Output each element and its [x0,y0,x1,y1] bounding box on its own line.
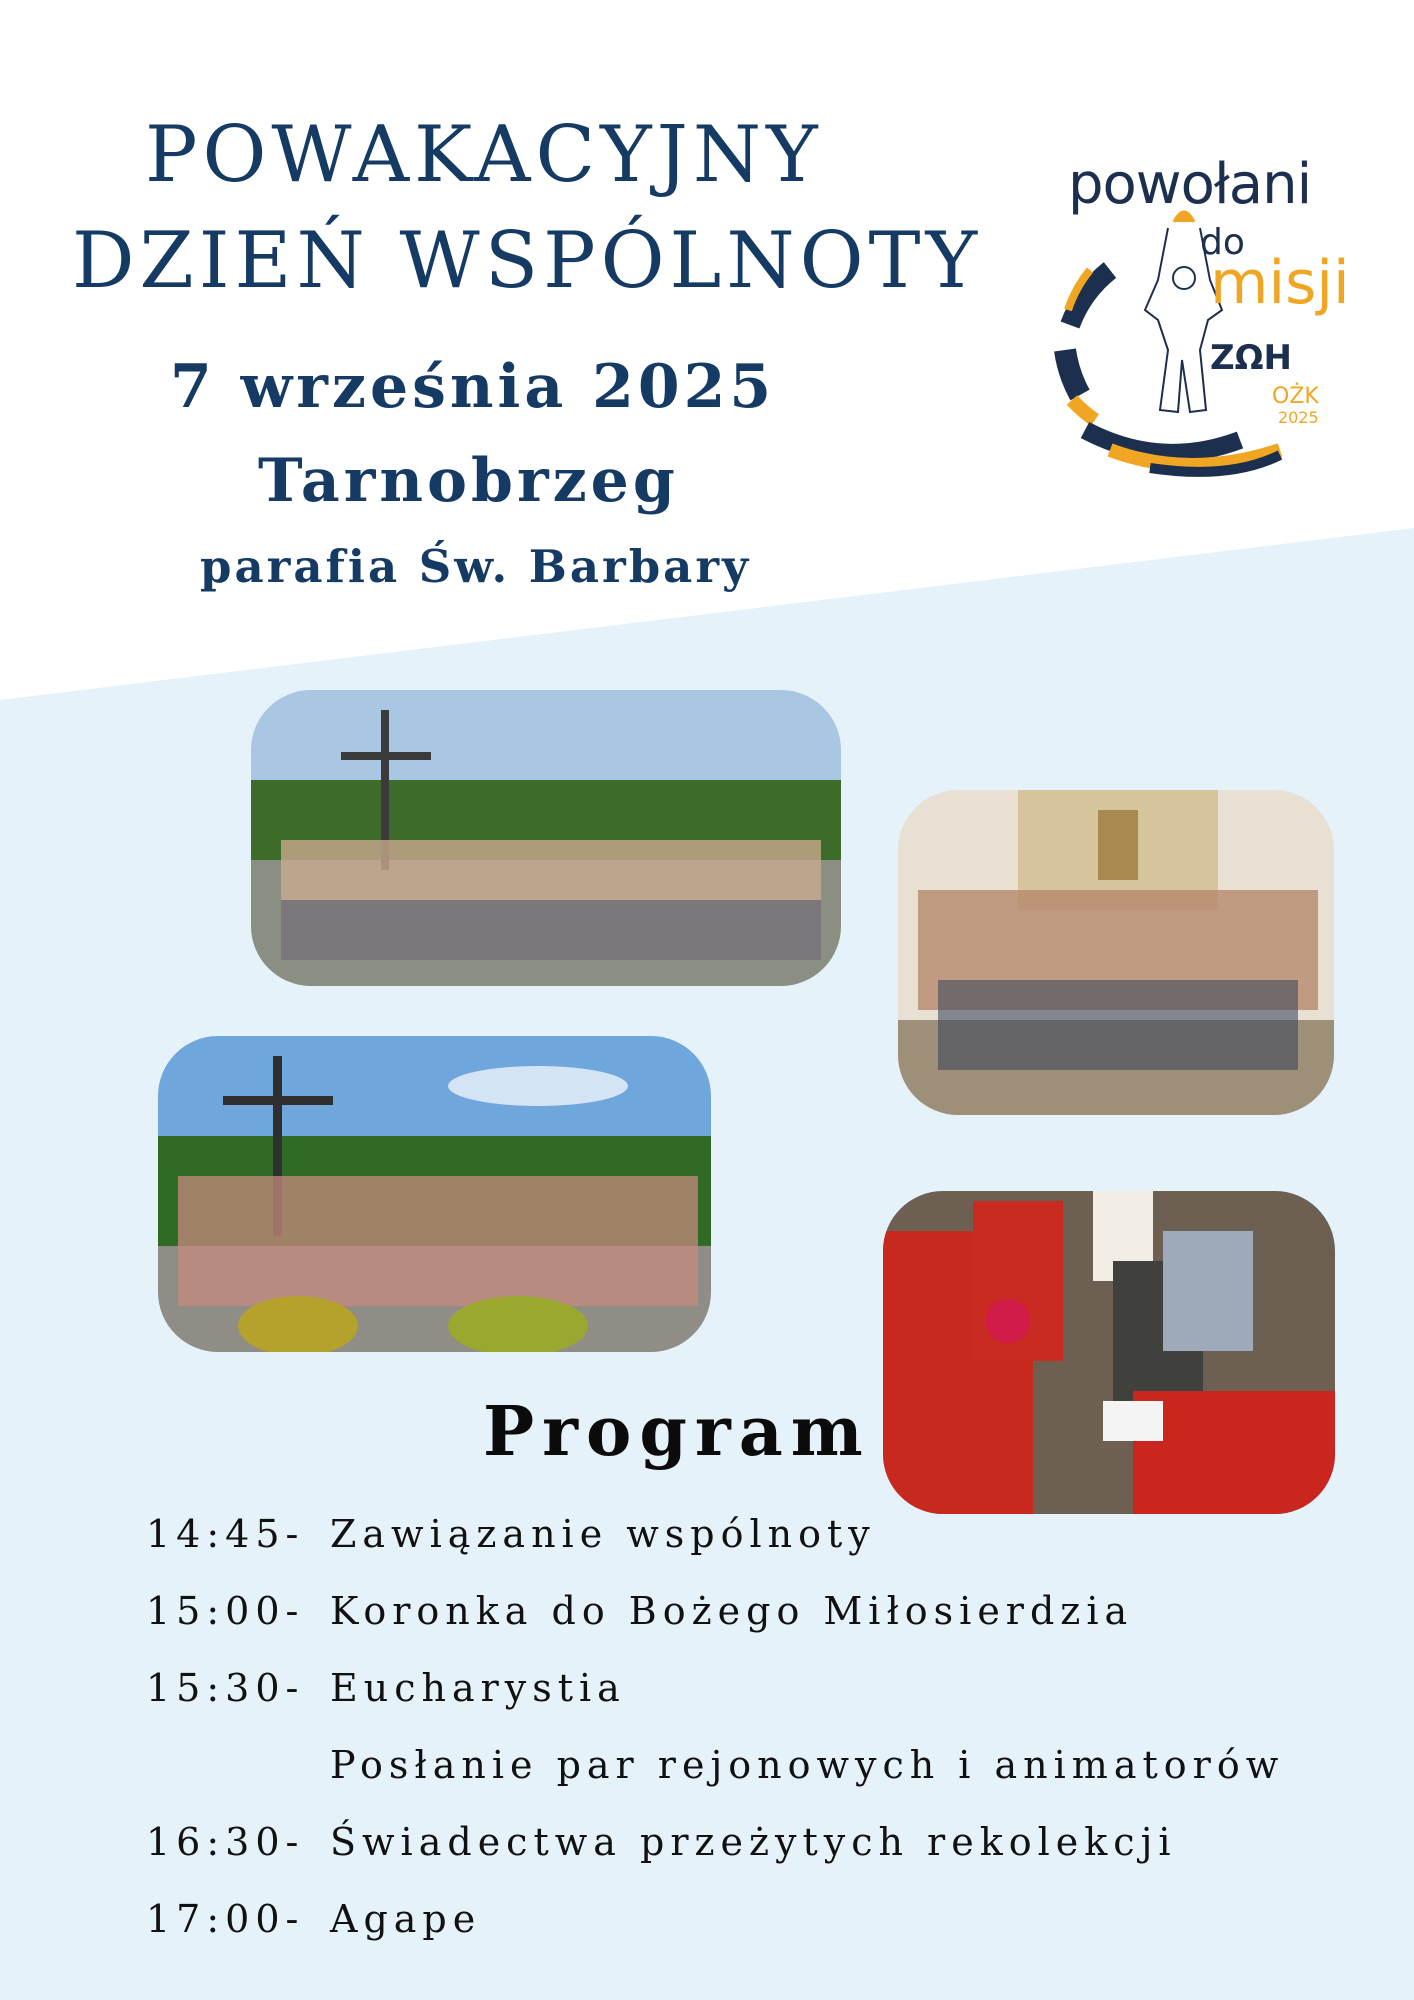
program-item-text: Zawiązanie wspólnoty [330,1512,876,1556]
title-line-1: POWAKACYJNY [145,110,823,200]
event-date: 7 września 2025 [170,352,776,422]
program-item-text: Świadectwa przeżytych rekolekcji [330,1820,1177,1864]
program-item-time: 14:45- [146,1512,305,1556]
powolani-do-misji-logo [1050,150,1350,480]
program-item-text: Posłanie par rejonowych i animatorów [330,1743,1285,1787]
program-item [146,1820,1177,1864]
logo-org: OŻK [1272,384,1319,409]
event-city: Tarnobrzeg [258,446,679,516]
program-item-time: 15:30- [146,1666,305,1710]
program-item [146,1743,1284,1787]
program-item-text: Agape [330,1897,482,1941]
program-title: Program [483,1392,871,1472]
logo-word-misji: misji [1210,248,1350,318]
logo-word-powolani: powołani [1068,152,1312,217]
program-item-text: Eucharystia [330,1666,626,1710]
group-photo-cross-garden-1 [251,690,841,986]
program-item [146,1897,481,1941]
logo-word-do: do [1200,222,1245,263]
program-item-time: 17:00- [146,1897,305,1941]
program-item [146,1512,876,1556]
program-item-time: 15:00- [146,1589,305,1633]
logo-greek-text: ΖΩΗ [1210,338,1293,378]
event-parish: parafia Św. Barbary [200,540,752,593]
group-photo-church-interior [898,790,1334,1115]
program-item-time: 16:30- [146,1820,305,1864]
program-item [146,1666,626,1710]
program-item [146,1589,1133,1633]
program-item-text: Koronka do Bożego Miłosierdzia [330,1589,1134,1633]
logo-year: 2025 [1278,408,1319,427]
title-line-2: DZIEŃ WSPÓLNOTY [72,216,983,306]
mass-photo-bishop-blessing [883,1191,1335,1514]
group-photo-cross-garden-2 [158,1036,711,1352]
